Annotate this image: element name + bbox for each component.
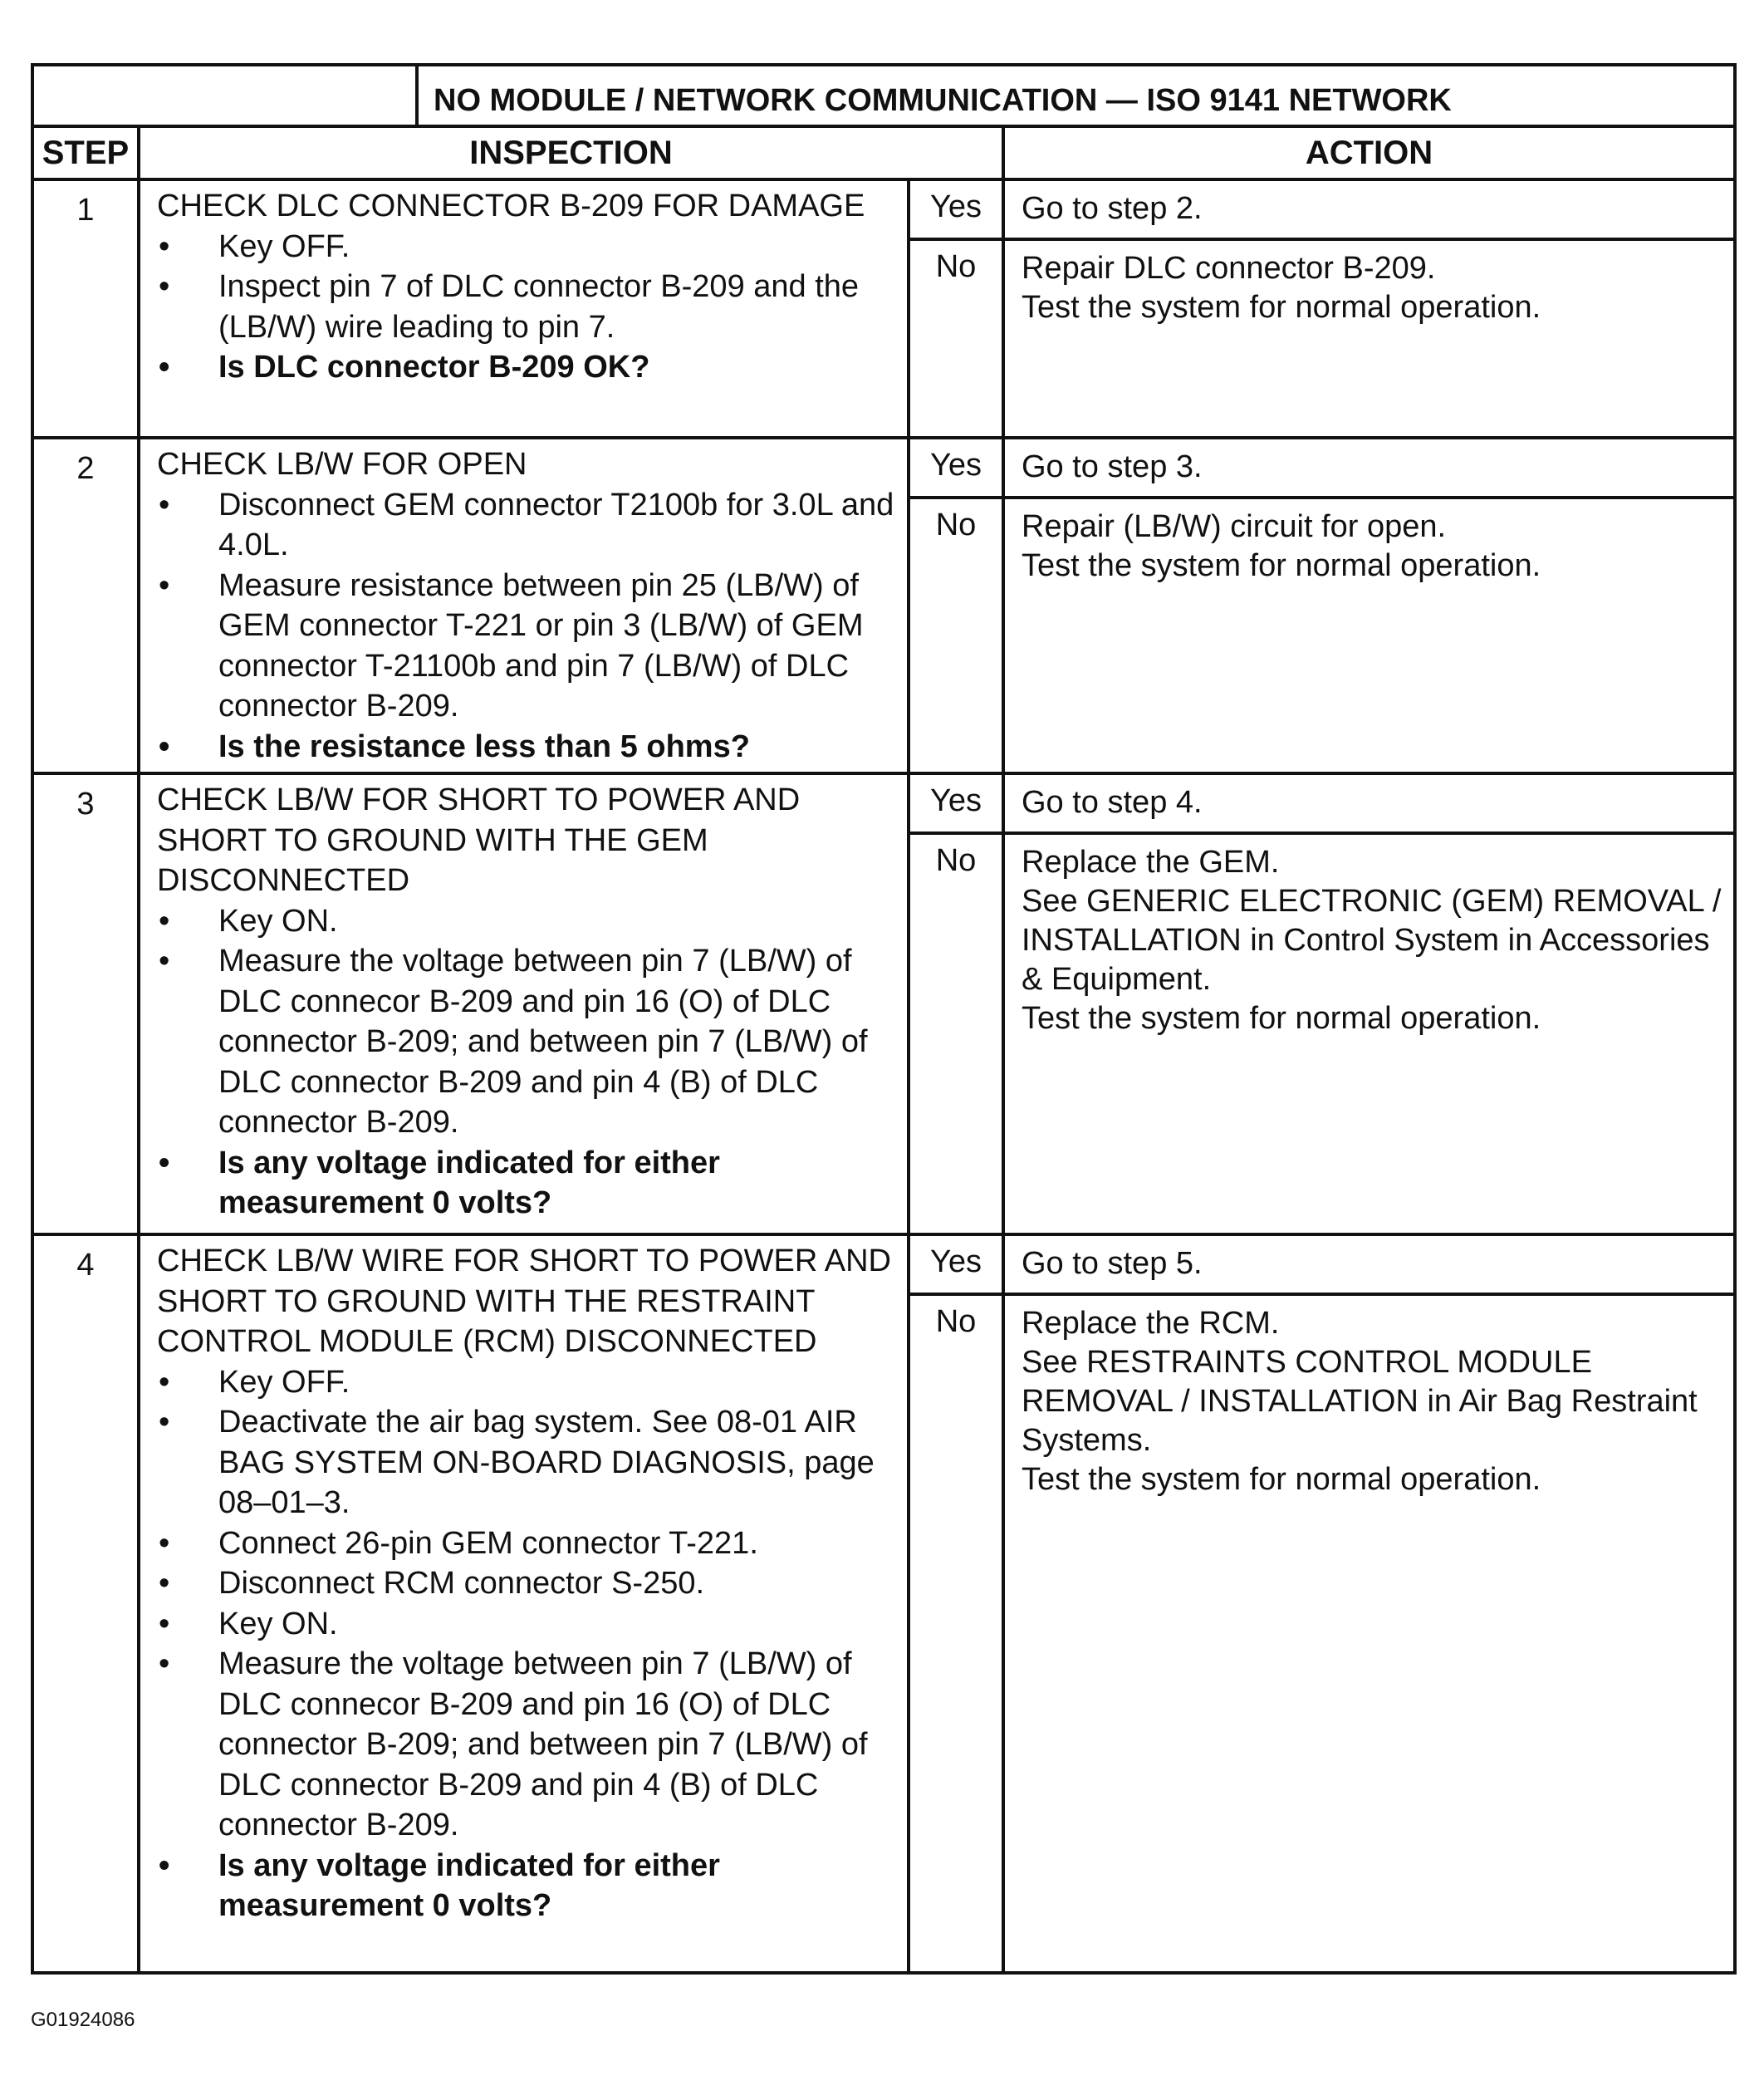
no-label: No [909,498,1003,773]
inspection-heading: CHECK LB/W WIRE FOR SHORT TO POWER AND SHORT TO GROUND WITH THE RESTRAINT CONTROL MODULE (RCM) DISCONNECTED [157,1244,891,1359]
step-number: 1 [32,179,139,438]
header-step: STEP [32,126,139,179]
inspection-question: • Is the resistance less than 5 ohms? [157,727,895,768]
step-row [32,438,1735,498]
inspection-bullet: • Inspect pin 7 of DLC connector B-209 and the (LB/W) wire leading to pin 7. [157,267,895,347]
no-action [1003,833,1735,1234]
inspection-bullet: • Measure the voltage between pin 7 (LB/W) of DLC connecor B-209 and pin 16 (O) of DLC connector B-209; and between pin 7 (LB/W) of DLC connector B-209 and pin 4 (B) of DLC connector B-209. [157,941,895,1143]
header-row [32,126,1735,179]
yes-action: Go to step 5. [1003,1234,1735,1294]
inspection-bullet: • Connect 26-pin GEM connector T-221. [157,1523,895,1564]
no-action-line: Test the system for normal operation. [1022,1001,1541,1036]
no-action-line: Test the system for normal operation. [1022,290,1541,325]
yes-label: Yes [909,1234,1003,1294]
yes-action: Go to step 3. [1003,438,1735,498]
inspection-bullet: • Key OFF. [157,1362,895,1403]
inspection-bullet: • Measure resistance between pin 25 (LB/W) of GEM connector T-221 or pin 3 (LB/W) of GEM connector T-21100b and pin 7 (LB/W) of DLC connector B-209. [157,566,895,727]
inspection-cell [139,773,909,1234]
inspection-question: • Is DLC connector B-209 OK? [157,347,895,388]
step-row [32,1234,1735,1294]
yes-action: Go to step 2. [1003,179,1735,239]
inspection-bullet: • Disconnect GEM connector T2100b for 3.0L and 4.0L. [157,485,895,566]
inspection-question: • Is any voltage indicated for either measurement 0 volts? [157,1143,895,1224]
no-label: No [909,833,1003,1234]
title-row [32,65,1735,126]
step-row [32,179,1735,239]
step-rows [32,179,1735,1973]
step-row [32,773,1735,833]
inspection-list [157,1362,895,1926]
no-action [1003,1294,1735,1973]
inspection-bullet: • Measure the voltage between pin 7 (LB/W) of DLC connecor B-209 and pin 16 (O) of DLC connector B-209; and between pin 7 (LB/W) of DLC connector B-209 and pin 4 (B) of DLC connector B-209. [157,1644,895,1846]
yes-label: Yes [909,773,1003,833]
inspection-cell [139,438,909,773]
no-action-line: Repair DLC connector B-209. [1022,251,1436,286]
inspection-bullet: • Deactivate the air bag system. See 08-01 AIR BAG SYSTEM ON-BOARD DIAGNOSIS, page 08–01–3. [157,1402,895,1523]
title-blank-cell [32,65,417,126]
step-number: 4 [32,1234,139,1973]
yes-label: Yes [909,438,1003,498]
no-label: No [909,1294,1003,1973]
no-action [1003,239,1735,438]
yes-action: Go to step 4. [1003,773,1735,833]
inspection-heading: CHECK LB/W FOR SHORT TO POWER AND SHORT TO GROUND WITH THE GEM DISCONNECTED [157,782,801,898]
inspection-heading: CHECK LB/W FOR OPEN [157,447,527,482]
no-action-line: See GENERIC ELECTRONIC (GEM) REMOVAL / INSTALLATION in Control System in Accessories & Equipment. [1022,884,1722,997]
inspection-bullet: • Key OFF. [157,227,895,267]
no-action-line: Replace the RCM. [1022,1306,1280,1341]
inspection-list [157,901,895,1224]
inspection-cell [139,1234,909,1973]
inspection-list [157,485,895,768]
inspection-bullet: • Key ON. [157,901,895,942]
no-action-line: Test the system for normal operation. [1022,1462,1541,1497]
inspection-cell [139,179,909,438]
no-action [1003,498,1735,773]
no-action-line: Repair (LB/W) circuit for open. [1022,509,1447,544]
no-action-line: Replace the GEM. [1022,845,1280,880]
no-action-line: See RESTRAINTS CONTROL MODULE REMOVAL / INSTALLATION in Air Bag Restraint Systems. [1022,1345,1698,1458]
inspection-heading: CHECK DLC CONNECTOR B-209 FOR DAMAGE [157,189,865,223]
diagnostic-table [31,63,1737,1975]
figure-code: G01924086 [31,2009,135,2031]
yes-label: Yes [909,179,1003,239]
no-action-line: Test the system for normal operation. [1022,548,1541,583]
inspection-question: • Is any voltage indicated for either measurement 0 volts? [157,1846,895,1926]
step-number: 2 [32,438,139,773]
header-action: ACTION [1003,126,1735,179]
step-number: 3 [32,773,139,1234]
no-label: No [909,239,1003,438]
table-title: NO MODULE / NETWORK COMMUNICATION — ISO 9141 NETWORK [417,65,1735,126]
inspection-bullet: • Disconnect RCM connector S-250. [157,1563,895,1604]
header-inspection: INSPECTION [139,126,1003,179]
inspection-list [157,227,895,388]
inspection-bullet: • Key ON. [157,1604,895,1645]
